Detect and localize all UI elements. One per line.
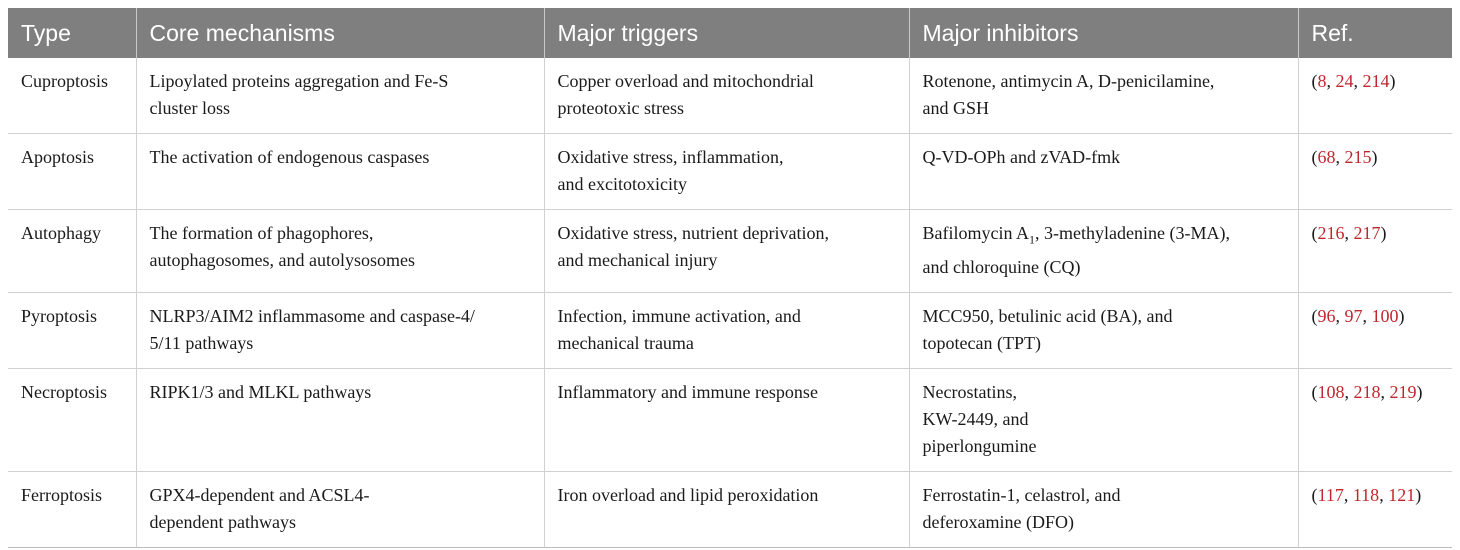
ref-punctuation: ) xyxy=(1389,71,1396,91)
header-ref: Ref. xyxy=(1298,8,1452,58)
ref-punctuation: , xyxy=(1353,71,1363,91)
ref-punctuation: , xyxy=(1326,71,1336,91)
header-type: Type xyxy=(8,8,136,58)
ref-punctuation: , xyxy=(1335,147,1345,167)
ref-link[interactable]: 24 xyxy=(1335,71,1354,91)
cell-core-mechanisms: NLRP3/AIM2 inflammasome and caspase-4/ 5/11 pathways xyxy=(136,292,544,368)
ref-punctuation: , xyxy=(1344,381,1354,402)
ref-link[interactable]: 8 xyxy=(1317,71,1327,91)
cell-type: Pyroptosis xyxy=(8,292,136,368)
cell-ref xyxy=(1298,134,1452,210)
cell-core-mechanisms: RIPK1/3 and MLKL pathways xyxy=(136,368,544,471)
ref-link[interactable]: 217 xyxy=(1353,223,1381,243)
ref-punctuation: ) xyxy=(1415,484,1422,505)
header-major-triggers: Major triggers xyxy=(544,8,909,58)
cell-ref xyxy=(1298,58,1452,134)
cell-type: Cuproptosis xyxy=(8,58,136,134)
cell-major-triggers: Infection, immune activation, and mechanical trauma xyxy=(544,292,909,368)
cell-major-inhibitors xyxy=(909,58,1298,134)
inhibitor-text: Ferrostatin-1, celastrol, and deferoxamine (DFO) xyxy=(922,484,1121,532)
table-row xyxy=(8,134,1452,210)
cell-major-inhibitors xyxy=(909,368,1298,471)
ref-punctuation: ( xyxy=(1311,223,1318,243)
ref-punctuation: ) xyxy=(1371,147,1378,167)
table-row xyxy=(8,292,1452,368)
ref-punctuation: ) xyxy=(1380,223,1387,243)
cell-core-mechanisms: The formation of phagophores, autophagosomes, and autolysosomes xyxy=(136,210,544,293)
ref-link[interactable]: 219 xyxy=(1389,381,1417,402)
cell-type: Necroptosis xyxy=(8,368,136,471)
table-body xyxy=(8,58,1452,547)
ref-link[interactable]: 108 xyxy=(1317,381,1345,402)
cell-major-inhibitors xyxy=(909,134,1298,210)
cell-ref xyxy=(1298,368,1452,471)
inhibitor-text: MCC950, betulinic acid (BA), and topotecan (TPT) xyxy=(922,305,1173,353)
ref-punctuation: ( xyxy=(1311,147,1318,167)
ref-punctuation: ( xyxy=(1311,305,1318,326)
inhibitor-text: Q-VD-OPh and zVAD-fmk xyxy=(922,147,1121,167)
ref-punctuation: , xyxy=(1335,305,1345,326)
ref-link[interactable]: 214 xyxy=(1362,71,1390,91)
inhibitor-text: Bafilomycin A xyxy=(922,223,1029,243)
cell-ref xyxy=(1298,210,1452,293)
ref-link[interactable]: 68 xyxy=(1317,147,1336,167)
cell-major-inhibitors xyxy=(909,292,1298,368)
ref-punctuation: ( xyxy=(1311,484,1318,505)
ref-punctuation: , xyxy=(1362,305,1372,326)
cell-type: Apoptosis xyxy=(8,134,136,210)
cell-type: Autophagy xyxy=(8,210,136,293)
cell-major-triggers: Inflammatory and immune response xyxy=(544,368,909,471)
mechanisms-table xyxy=(8,8,1452,548)
cell-major-triggers: Copper overload and mitochondrial proteotoxic stress xyxy=(544,58,909,134)
cell-ref xyxy=(1298,471,1452,547)
ref-link[interactable]: 118 xyxy=(1352,484,1380,505)
cell-ref xyxy=(1298,292,1452,368)
ref-punctuation: , xyxy=(1343,484,1353,505)
ref-punctuation: ( xyxy=(1311,381,1318,402)
table-row xyxy=(8,58,1452,134)
cell-major-triggers: Iron overload and lipid peroxidation xyxy=(544,471,909,547)
inhibitor-text: Necrostatins, KW-2449, and piperlongumine xyxy=(922,381,1037,456)
ref-link[interactable]: 218 xyxy=(1353,381,1381,402)
ref-link[interactable]: 96 xyxy=(1317,305,1336,326)
cell-major-triggers: Oxidative stress, nutrient deprivation, and mechanical injury xyxy=(544,210,909,293)
cell-type: Ferroptosis xyxy=(8,471,136,547)
table-row xyxy=(8,210,1452,293)
inhibitor-text: Rotenone, antimycin A, D-penicilamine, and GSH xyxy=(922,71,1215,118)
cell-core-mechanisms: The activation of endogenous caspases xyxy=(136,134,544,210)
ref-link[interactable]: 121 xyxy=(1388,484,1416,505)
ref-punctuation: ) xyxy=(1398,305,1405,326)
inhibitor-text: , 3-methyladenine (3-MA), and chloroquine (CQ) xyxy=(922,223,1230,277)
subscript-text: 1 xyxy=(1029,232,1035,247)
header-core-mechanisms: Core mechanisms xyxy=(136,8,544,58)
ref-punctuation: , xyxy=(1379,484,1389,505)
cell-major-inhibitors xyxy=(909,210,1298,293)
ref-punctuation: ) xyxy=(1416,381,1423,402)
ref-punctuation: , xyxy=(1380,381,1390,402)
ref-link[interactable]: 97 xyxy=(1344,305,1363,326)
cell-major-inhibitors xyxy=(909,471,1298,547)
table-row xyxy=(8,471,1452,547)
header-major-inhibitors: Major inhibitors xyxy=(909,8,1298,58)
cell-major-triggers: Oxidative stress, inflammation, and excitotoxicity xyxy=(544,134,909,210)
ref-punctuation: ( xyxy=(1311,71,1318,91)
table-row xyxy=(8,368,1452,471)
header-row xyxy=(8,8,1452,58)
ref-link[interactable]: 216 xyxy=(1317,223,1345,243)
cell-core-mechanisms: GPX4-dependent and ACSL4- dependent pathways xyxy=(136,471,544,547)
ref-link[interactable]: 215 xyxy=(1344,147,1372,167)
cell-core-mechanisms: Lipoylated proteins aggregation and Fe-S cluster loss xyxy=(136,58,544,134)
ref-punctuation: , xyxy=(1344,223,1354,243)
ref-link[interactable]: 117 xyxy=(1317,484,1344,505)
ref-link[interactable]: 100 xyxy=(1371,305,1399,326)
